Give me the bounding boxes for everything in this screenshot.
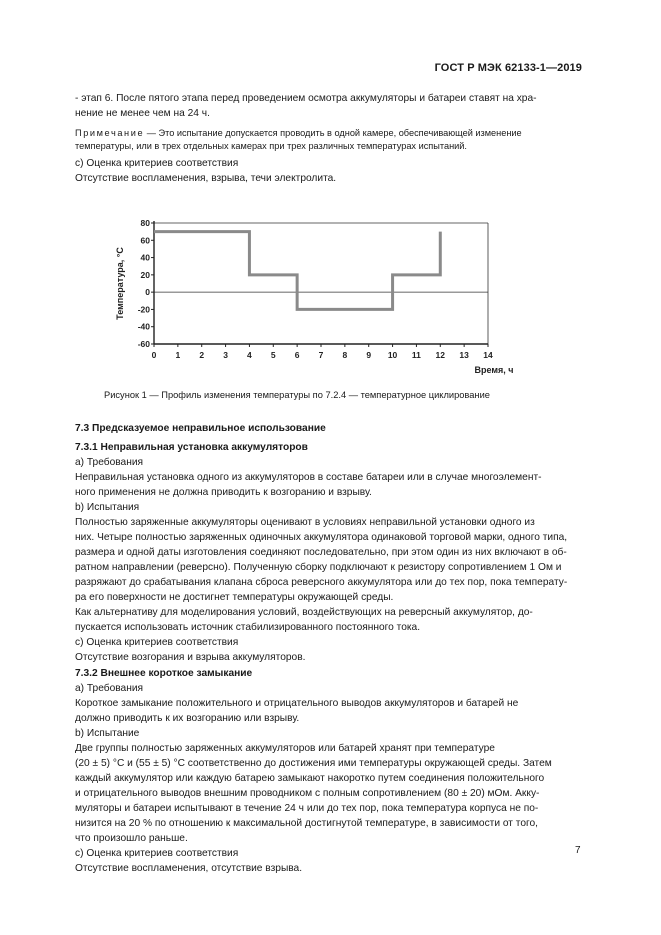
y-tick-label: -40 — [137, 321, 150, 332]
s732-test-line-1: Две группы полностью заряженных аккумуляторов или батарей хранят при температуре — [75, 743, 495, 754]
s731-test-line-6: ра его поверхности не достигнет температуры окружающей среды. — [75, 592, 394, 603]
s732-test-line-4: и отрицательного выводов внешним проводником с полным сопротивлением (80 ± 20) мОм. Акку- — [75, 788, 540, 799]
document-header: ГОСТ Р МЭК 62133-1—2019 — [434, 62, 582, 74]
stage6-paragraph — [75, 91, 582, 121]
stage6-line-1: - этап 6. После пятого этапа перед проведением осмотра аккумуляторы и батареи ставят на хра- — [75, 93, 537, 104]
x-tick-label: 2 — [199, 350, 205, 360]
s731-alt-line-1: Как альтернативу для моделирования условий, воздействующих на реверсный аккумулятор, до- — [75, 607, 533, 618]
y-tick-label: -20 — [137, 304, 150, 315]
s732-req-paragraph — [75, 696, 582, 726]
y-tick-label: 0 — [145, 287, 150, 298]
s731-c-heading: с) Оценка критериев соответствия — [75, 637, 239, 648]
chart-grid — [154, 223, 488, 344]
x-tick-label: 7 — [318, 350, 324, 360]
s731-test-line-2: них. Четыре полностью заряженных одиночных аккумулятора одинаковой торговой марки, одного типа, — [75, 532, 568, 543]
note-line-2: температуры, или в трех отдельных камерах при трех различных температурах испытаний. — [75, 141, 467, 151]
y-tick-label: 40 — [140, 252, 150, 263]
y-axis-label: Температура, °С — [115, 247, 125, 320]
x-tick-label: 12 — [435, 350, 446, 360]
s732-test-line-6: низится на 20 % по отношению к максимальной достигнутой температуре, в зависимости от того, — [75, 818, 538, 829]
s732-c-text: Отсутствие воспламенения, отсутствие взрыва. — [75, 863, 303, 874]
x-tick-label: 14 — [483, 350, 493, 360]
x-tick-label: 4 — [247, 350, 252, 360]
x-tick-label: 9 — [366, 350, 372, 360]
s732-test-heading: b) Испытание — [75, 728, 140, 739]
x-tick-labels — [152, 344, 493, 360]
stage6-line-2: нение не менее чем на 24 ч. — [75, 108, 210, 119]
y-tick-label: 60 — [140, 235, 150, 246]
y-tick-label: -60 — [137, 339, 150, 349]
x-tick-label: 3 — [223, 350, 228, 360]
figure-caption: Рисунок 1 — Профиль изменения температуры по 7.2.4 — температурное циклирование — [104, 390, 490, 400]
s731-test-line-3: размера и одной даты изготовления соединяют последовательно, при этом один из них включают в об- — [75, 547, 567, 558]
s731-req-line-1: Неправильная установка одного из аккумуляторов в составе батареи или в случае многоэлемент- — [75, 472, 542, 483]
s731-c-text: Отсутствие возгорания и взрыва аккумуляторов. — [75, 652, 306, 663]
temperature-series-line — [154, 232, 440, 310]
x-tick-label: 0 — [151, 350, 157, 360]
note-text-1: — Это испытание допускается проводить в одной камере, обеспечивающей изменение — [144, 128, 522, 138]
temperature-profile-chart — [0, 205, 661, 405]
s731-req-line-2: ного применения не должна приводить к возгоранию и взрыву. — [75, 487, 372, 498]
section-7-3-2-title: 7.3.2 Внешнее короткое замыкание — [75, 668, 253, 679]
x-tick-label: 1 — [175, 350, 181, 360]
s732-req-line-2: должно приводить к их возгоранию или взрыву. — [75, 713, 300, 724]
s731-test-line-1: Полностью заряженные аккумуляторы оценивают в условиях неправильной установки одного из — [75, 517, 535, 528]
s731-alt-paragraph — [75, 605, 582, 635]
section-7-3-title: 7.3 Предсказуемое неправильное использование — [75, 423, 326, 434]
x-tick-label: 6 — [294, 350, 300, 360]
x-tick-label: 8 — [342, 350, 348, 360]
x-tick-label: 5 — [270, 350, 276, 360]
s732-test-line-3: каждый аккумулятор или каждую батарею замыкают накоротко путем соединения положительного — [75, 773, 545, 784]
s732-test-line-2: (20 ± 5) °С и (55 ± 5) °С соответственно до достижения ими температуры окружающей среды. Затем — [75, 758, 552, 769]
x-tick-label: 10 — [387, 350, 398, 360]
x-axis-label: Время, ч — [474, 365, 514, 375]
y-tick-label: 80 — [140, 218, 150, 228]
intro-c-heading: с) Оценка критериев соответствия — [75, 158, 239, 169]
s731-req-heading: a) Требования — [75, 457, 144, 468]
s732-test-paragraph — [75, 741, 582, 846]
section-7-3-1-title: 7.3.1 Неправильная установка аккумуляторов — [75, 442, 308, 453]
intro-c-text: Отсутствие воспламенения, взрыва, течи электролита. — [75, 173, 337, 184]
page-number: 7 — [575, 845, 581, 856]
s732-req-line-1: Короткое замыкание положительного и отрицательного выводов аккумуляторов и батарей не — [75, 698, 519, 709]
note-line-1 — [75, 127, 582, 140]
note-block — [75, 127, 582, 153]
x-tick-label: 11 — [411, 350, 421, 360]
y-tick-labels — [138, 218, 154, 349]
s732-c-heading: с) Оценка критериев соответствия — [75, 848, 239, 859]
chart-axes — [154, 221, 488, 344]
x-tick-label: 13 — [459, 350, 469, 360]
s731-req-paragraph — [75, 470, 582, 500]
note-label: Примечание — [75, 128, 145, 138]
s732-test-line-7: что произошло раньше. — [75, 833, 188, 844]
s732-req-heading: a) Требования — [75, 683, 144, 694]
s731-test-paragraph — [75, 515, 582, 605]
s731-test-heading: b) Испытания — [75, 502, 140, 513]
s731-test-line-5: разряжают до срабатывания клапана сброса реверсного аккумулятора или до тех пор, пока температу- — [75, 577, 568, 588]
s731-test-line-4: ратном направлении (реверсно). Полученную сборку подключают к резистору сопротивлением 1 Ом и — [75, 562, 562, 573]
s731-alt-line-2: пускается использовать источник стабилизированного постоянного тока. — [75, 622, 421, 633]
s732-test-line-5: муляторы и батареи испытывают в течение 24 ч или до тех пор, пока температура корпуса не по- — [75, 803, 539, 814]
y-tick-label: 20 — [140, 269, 150, 280]
